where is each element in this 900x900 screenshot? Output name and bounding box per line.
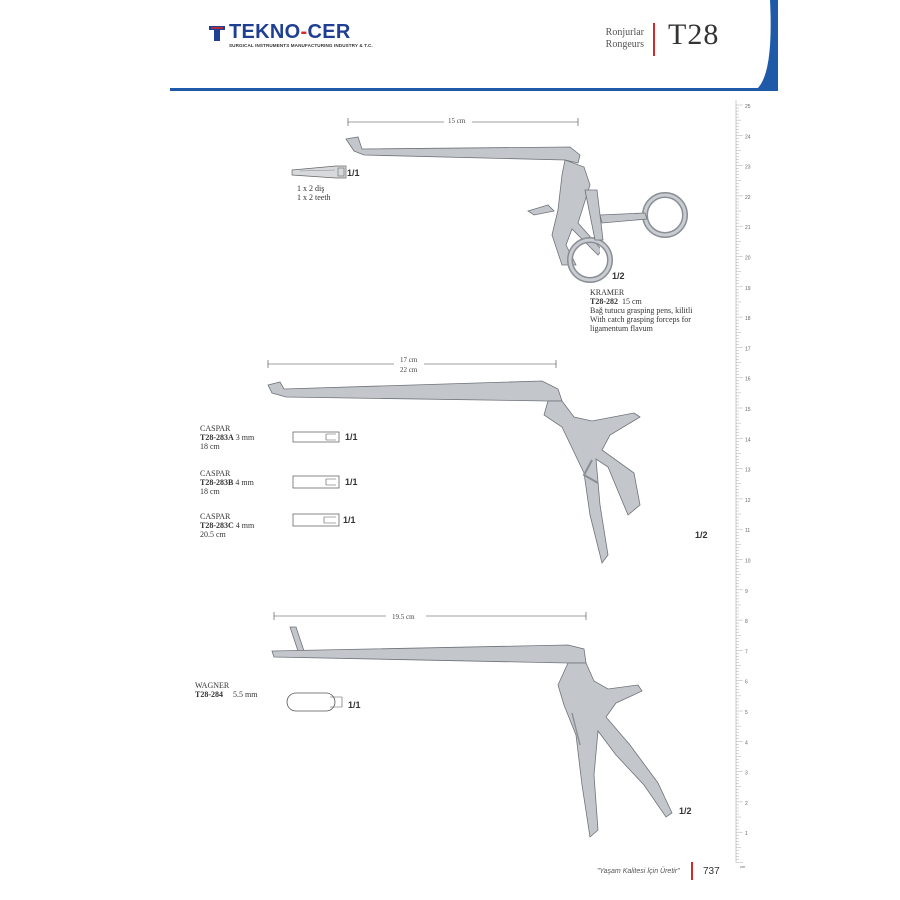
- caspar-rongeur-image: [262, 355, 712, 570]
- brand-tagline: SURGICAL INSTRUMENTS MANUFACTURING INDUSTRY & T.C.: [229, 43, 373, 48]
- ruler-label: 21: [745, 225, 751, 232]
- caspar-variant-length: 18 cm: [200, 487, 220, 496]
- wagner-code: T28-284: [195, 690, 223, 699]
- ruler-label: 22: [745, 194, 751, 201]
- kramer-desc-en-1: With catch grasping forceps for: [590, 315, 691, 324]
- caspar-variant-code-line: [200, 521, 254, 530]
- section-title-en: Rongeurs: [605, 39, 644, 50]
- kramer-length-label: 15 cm: [448, 117, 466, 125]
- brand-logo: [207, 23, 377, 53]
- caspar-c-tip-scale: 1/1: [343, 515, 356, 525]
- ruler-label: 19: [745, 285, 751, 292]
- caspar-variant-name: CASPAR: [200, 424, 231, 433]
- caspar-a-tip-scale: 1/1: [345, 432, 358, 442]
- ruler-label: 6: [745, 679, 748, 686]
- caspar-scale: 1/2: [695, 530, 708, 540]
- wagner-length-label: 19.5 cm: [392, 613, 415, 621]
- ruler-label: 23: [745, 164, 751, 171]
- ruler-label: 2: [745, 800, 748, 807]
- header-corner-accent: [740, 0, 778, 91]
- ruler-label: 13: [745, 467, 751, 474]
- ruler-label: 20: [745, 255, 751, 262]
- caspar-variant-code: T28-283B: [200, 478, 234, 487]
- caspar-b-tip-icon: [292, 474, 342, 490]
- kramer-code: T28-282: [590, 297, 618, 306]
- page-number: 737: [703, 866, 720, 877]
- caspar-variant-code: T28-283C: [200, 521, 234, 530]
- caspar-variant-size: 4 mm: [235, 521, 255, 530]
- caspar-b-tip-scale: 1/1: [345, 477, 358, 487]
- caspar-variant-c: [200, 512, 254, 539]
- ruler-label: 11: [745, 528, 751, 535]
- brand-name: TEKNO-CER: [229, 21, 351, 43]
- ruler-label: 25: [745, 104, 751, 110]
- ruler-label: 12: [745, 497, 751, 504]
- caspar-variant-code-line: [200, 478, 254, 487]
- kramer-tip-teeth-tr: 1 x 2 diş: [297, 184, 325, 193]
- header-rule: [170, 88, 778, 91]
- kramer-size: 15 cm: [622, 297, 642, 306]
- caspar-c-tip-icon: [292, 512, 342, 528]
- logo-emblem-icon: [207, 23, 227, 43]
- ruler-label: 18: [745, 316, 751, 323]
- wagner-rongeur-image: [268, 605, 698, 850]
- caspar-variant-code: T28-283A: [200, 433, 234, 442]
- caspar-variant-size: 4 mm: [235, 478, 254, 487]
- ruler-unit: cm: [740, 864, 746, 869]
- section-divider: [653, 23, 655, 56]
- section-title-tr: Ronjurlar: [605, 27, 644, 38]
- wagner-tip-icon: [286, 691, 346, 713]
- caspar-a-tip-icon: [292, 430, 342, 444]
- caspar-length-label-2: 22 cm: [400, 366, 418, 374]
- ruler-label: 16: [745, 376, 751, 383]
- ruler-label: 9: [745, 588, 748, 595]
- ruler-label: 10: [745, 558, 751, 565]
- kramer-scale: 1/2: [612, 271, 625, 281]
- kramer-tip-teeth-en: 1 x 2 teeth: [297, 193, 331, 202]
- ruler-label: 7: [745, 649, 748, 656]
- caspar-variant-b: [200, 469, 254, 496]
- footer-divider: [691, 862, 693, 880]
- caspar-variant-length: 20.5 cm: [200, 530, 226, 539]
- kramer-tip-scale: 1/1: [347, 168, 360, 178]
- ruler-label: 5: [745, 710, 748, 716]
- ruler-label: 1: [745, 831, 748, 838]
- ruler-label: 15: [745, 407, 751, 413]
- ruler-ticks: [734, 100, 754, 870]
- ruler-label: 8: [745, 619, 748, 626]
- wagner-tip-scale: 1/1: [348, 700, 361, 710]
- caspar-variant-length: 18 cm: [200, 442, 220, 451]
- footer-slogan: "Yaşam Kalitesi İçin Üretir": [597, 868, 680, 875]
- ruler-label: 4: [745, 740, 748, 747]
- wagner-size: 5.5 mm: [233, 690, 258, 699]
- wagner-name: WAGNER: [195, 681, 230, 690]
- kramer-name: KRAMER: [590, 288, 625, 297]
- section-code: T28: [668, 18, 720, 51]
- ruler-label: 3: [745, 770, 748, 777]
- kramer-desc-en-2: ligamentum flavum: [590, 324, 653, 333]
- ruler-label: 14: [745, 437, 751, 444]
- kramer-desc-tr: Bağ tutucu grasping pens, kilitli: [590, 306, 693, 315]
- caspar-length-label-1: 17 cm: [400, 356, 418, 364]
- caspar-variant-size: 3 mm: [235, 433, 255, 442]
- measuring-ruler: [734, 100, 754, 870]
- caspar-variant-name: CASPAR: [200, 512, 231, 521]
- caspar-variant-name: CASPAR: [200, 469, 231, 478]
- ruler-label: 17: [745, 346, 751, 353]
- caspar-variant-a: [200, 424, 254, 451]
- kramer-code-line: [590, 297, 642, 306]
- wagner-scale: 1/2: [679, 806, 692, 816]
- wagner-code-line: [195, 690, 257, 699]
- ruler-label: 24: [745, 134, 751, 141]
- caspar-variant-code-line: [200, 433, 254, 442]
